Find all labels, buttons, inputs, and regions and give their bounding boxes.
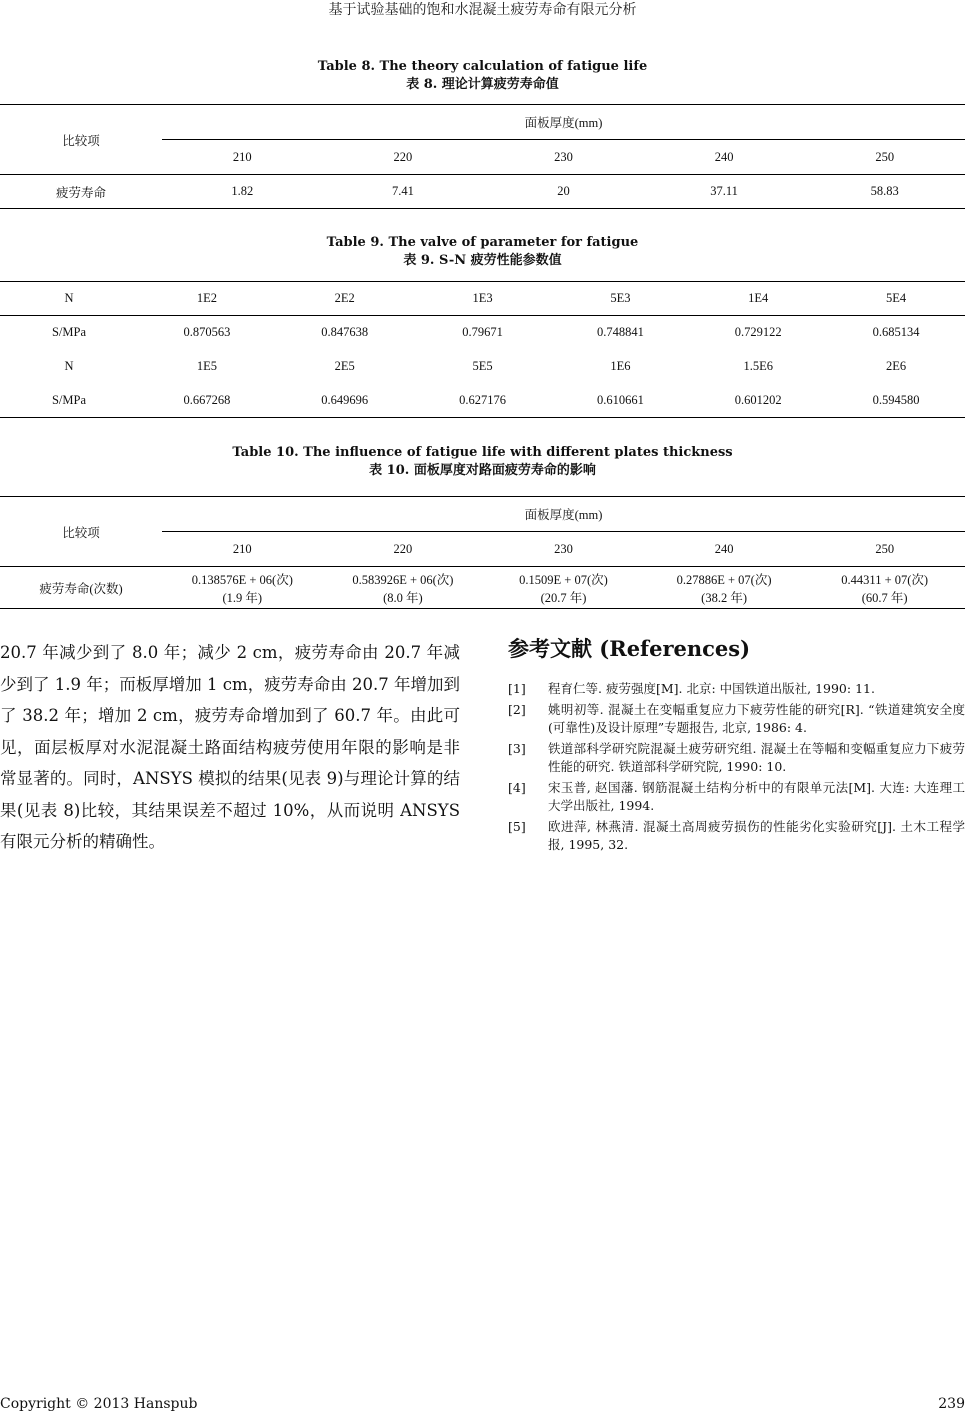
table-cell: 0.594580	[827, 384, 965, 418]
table-cell: 2E2	[276, 282, 414, 316]
reference-text: 欧进萍, 林燕清. 混凝土高周疲劳损伤的性能劣化实验研究[J]. 土木工程学报, 1995, 32.	[548, 819, 965, 852]
reference-number: [1]	[508, 681, 526, 696]
cell-count: 0.1509E + 07(次)	[519, 572, 608, 587]
table-cell: 0.79671	[414, 316, 552, 350]
reference-text: 宋玉普, 赵国藩. 钢筋混凝土结构分析中的有限单元法[M]. 大连: 大连理工大学出版社, 1994.	[548, 780, 965, 813]
cell-years: (60.7 年)	[861, 590, 908, 605]
table10-col-header: 240	[644, 532, 805, 567]
cell-years: (1.9 年)	[222, 590, 263, 605]
table-cell: 0.601202	[689, 384, 827, 418]
table-cell	[162, 567, 323, 609]
table10-row-header: 比较项	[0, 497, 162, 567]
body-paragraph: 20.7 年减少到了 8.0 年；减少 2 cm，疲劳寿命由 20.7 年减少到了 1.9 年；而板厚增加 1 cm，疲劳寿命由 20.7 年增加到了 38.2 年；增加 2 cm，疲劳寿命增加到了 60.7 年。由此可见，面层板厚对水泥混凝土路面结构疲劳使用年限的影响是非常显著的。同时，ANSYS 模拟的结果(见表 9)与理论计算的结果(见表 8)比较，其结果误差不超过 10%，从而说明 ANSYS 有限元分析的精确性。	[0, 643, 460, 851]
table10-caption-en: Table 10. The influence of fatigue life with different plates thickness	[232, 445, 733, 460]
table-cell: 1.82	[162, 175, 323, 209]
reference-item	[508, 701, 965, 737]
table-cell: 0.627176	[414, 384, 552, 418]
table-row	[0, 567, 965, 609]
table-cell: N	[0, 282, 138, 316]
table-row	[0, 384, 965, 418]
table-cell: 5E4	[827, 282, 965, 316]
table-row	[0, 350, 965, 384]
table10-col-header: 230	[483, 532, 644, 567]
references-title: 参考文献 (References)	[508, 636, 751, 661]
table-cell: 1.5E6	[743, 359, 773, 373]
table8-row-label: 疲劳寿命	[0, 175, 162, 209]
table-row	[0, 175, 965, 209]
table10	[0, 496, 965, 609]
table-cell	[323, 567, 484, 609]
reference-text: 铁道部科学研究院混凝土疲劳研究组. 混凝土在等幅和变幅重复应力下疲劳性能的研究. 铁道部科学研究院, 1990: 10.	[548, 741, 965, 774]
reference-number: [3]	[508, 741, 526, 756]
table-cell: S/MPa	[0, 316, 138, 350]
table8-col-header: 250	[804, 140, 965, 175]
table8-col-header: 240	[644, 140, 805, 175]
table-cell: 0.649696	[276, 384, 414, 418]
reference-item	[508, 680, 965, 698]
table-cell: 5E3	[551, 282, 689, 316]
table8-caption-en: Table 8. The theory calculation of fatigue life	[317, 59, 648, 74]
table10-col-header: 220	[323, 532, 484, 567]
table10-col-header: 210	[162, 532, 323, 567]
table-cell: 20	[483, 175, 644, 209]
reference-item	[508, 818, 965, 854]
table-cell: 1E6	[610, 359, 631, 373]
reference-text: 程育仁等. 疲劳强度[M]. 北京: 中国铁道出版社, 1990: 11.	[548, 681, 875, 696]
cell-count: 0.27886E + 07(次)	[676, 572, 772, 587]
table10-col-header: 250	[804, 532, 965, 567]
table8-row-header: 比较项	[0, 105, 162, 175]
table-cell: 1E3	[414, 282, 552, 316]
table-cell	[644, 567, 805, 609]
table-cell: 0.729122	[689, 316, 827, 350]
table-cell: S/MPa	[0, 384, 138, 418]
copyright-notice: Copyright © 2013 Hanspub	[0, 1396, 198, 1412]
table8	[0, 104, 965, 209]
table-cell: 58.83	[804, 175, 965, 209]
running-header: 基于试验基础的饱和水混凝土疲劳寿命有限元分析	[328, 2, 637, 18]
table-cell: 2E6	[886, 359, 907, 373]
table8-col-header: 210	[162, 140, 323, 175]
table-cell: 5E5	[472, 359, 493, 373]
table10-group-header: 面板厚度(mm)	[162, 497, 965, 532]
table9-caption	[0, 234, 965, 270]
table-cell	[483, 567, 644, 609]
table8-col-header: 230	[483, 140, 644, 175]
table-cell: 1E2	[138, 282, 276, 316]
table10-row-label: 疲劳寿命(次数)	[0, 567, 162, 609]
table10-caption	[0, 444, 965, 480]
table-cell: 0.870563	[138, 316, 276, 350]
cell-count: 0.138576E + 06(次)	[191, 572, 293, 587]
table-cell: 37.11	[644, 175, 805, 209]
table9-caption-en: Table 9. The valve of parameter for fatigue	[326, 235, 639, 250]
table-cell	[804, 567, 965, 609]
table9-caption-zh: 表 9. S-N 疲劳性能参数值	[403, 253, 562, 268]
table-cell: 0.748841	[551, 316, 689, 350]
table-cell: 0.610661	[551, 384, 689, 418]
table8-col-header: 220	[323, 140, 484, 175]
reference-item	[508, 740, 965, 776]
table10-caption-zh: 表 10. 面板厚度对路面疲劳寿命的影响	[369, 463, 596, 478]
cell-years: (38.2 年)	[701, 590, 747, 605]
table-row	[0, 316, 965, 350]
table8-caption	[0, 58, 965, 94]
table-cell: N	[64, 359, 74, 373]
table-cell: 2E5	[334, 359, 355, 373]
table8-caption-zh: 表 8. 理论计算疲劳寿命值	[406, 77, 559, 92]
table-row	[0, 282, 965, 316]
reference-text: 姚明初等. 混凝土在变幅重复应力下疲劳性能的研究[R]. “铁道建筑安全度(可靠性)及设计原理”专题报告, 北京, 1986: 4.	[548, 702, 965, 735]
table-cell: 7.41	[323, 175, 484, 209]
reference-number: [2]	[508, 702, 526, 717]
table8-group-header: 面板厚度(mm)	[162, 105, 965, 140]
page-number: 239	[938, 1396, 965, 1412]
reference-item	[508, 779, 965, 815]
reference-number: [4]	[508, 780, 526, 795]
table-cell: 0.847638	[276, 316, 414, 350]
cell-count: 0.44311 + 07(次)	[841, 572, 929, 587]
references-list	[508, 680, 965, 857]
cell-count: 0.583926E + 06(次)	[352, 572, 454, 587]
table-cell: 1E4	[689, 282, 827, 316]
table-cell: 1E5	[196, 359, 217, 373]
cell-years: (20.7 年)	[540, 590, 587, 605]
reference-number: [5]	[508, 819, 526, 834]
table-cell: 0.685134	[827, 316, 965, 350]
cell-years: (8.0 年)	[383, 590, 423, 605]
table-cell: 0.667268	[138, 384, 276, 418]
table9	[0, 281, 965, 418]
